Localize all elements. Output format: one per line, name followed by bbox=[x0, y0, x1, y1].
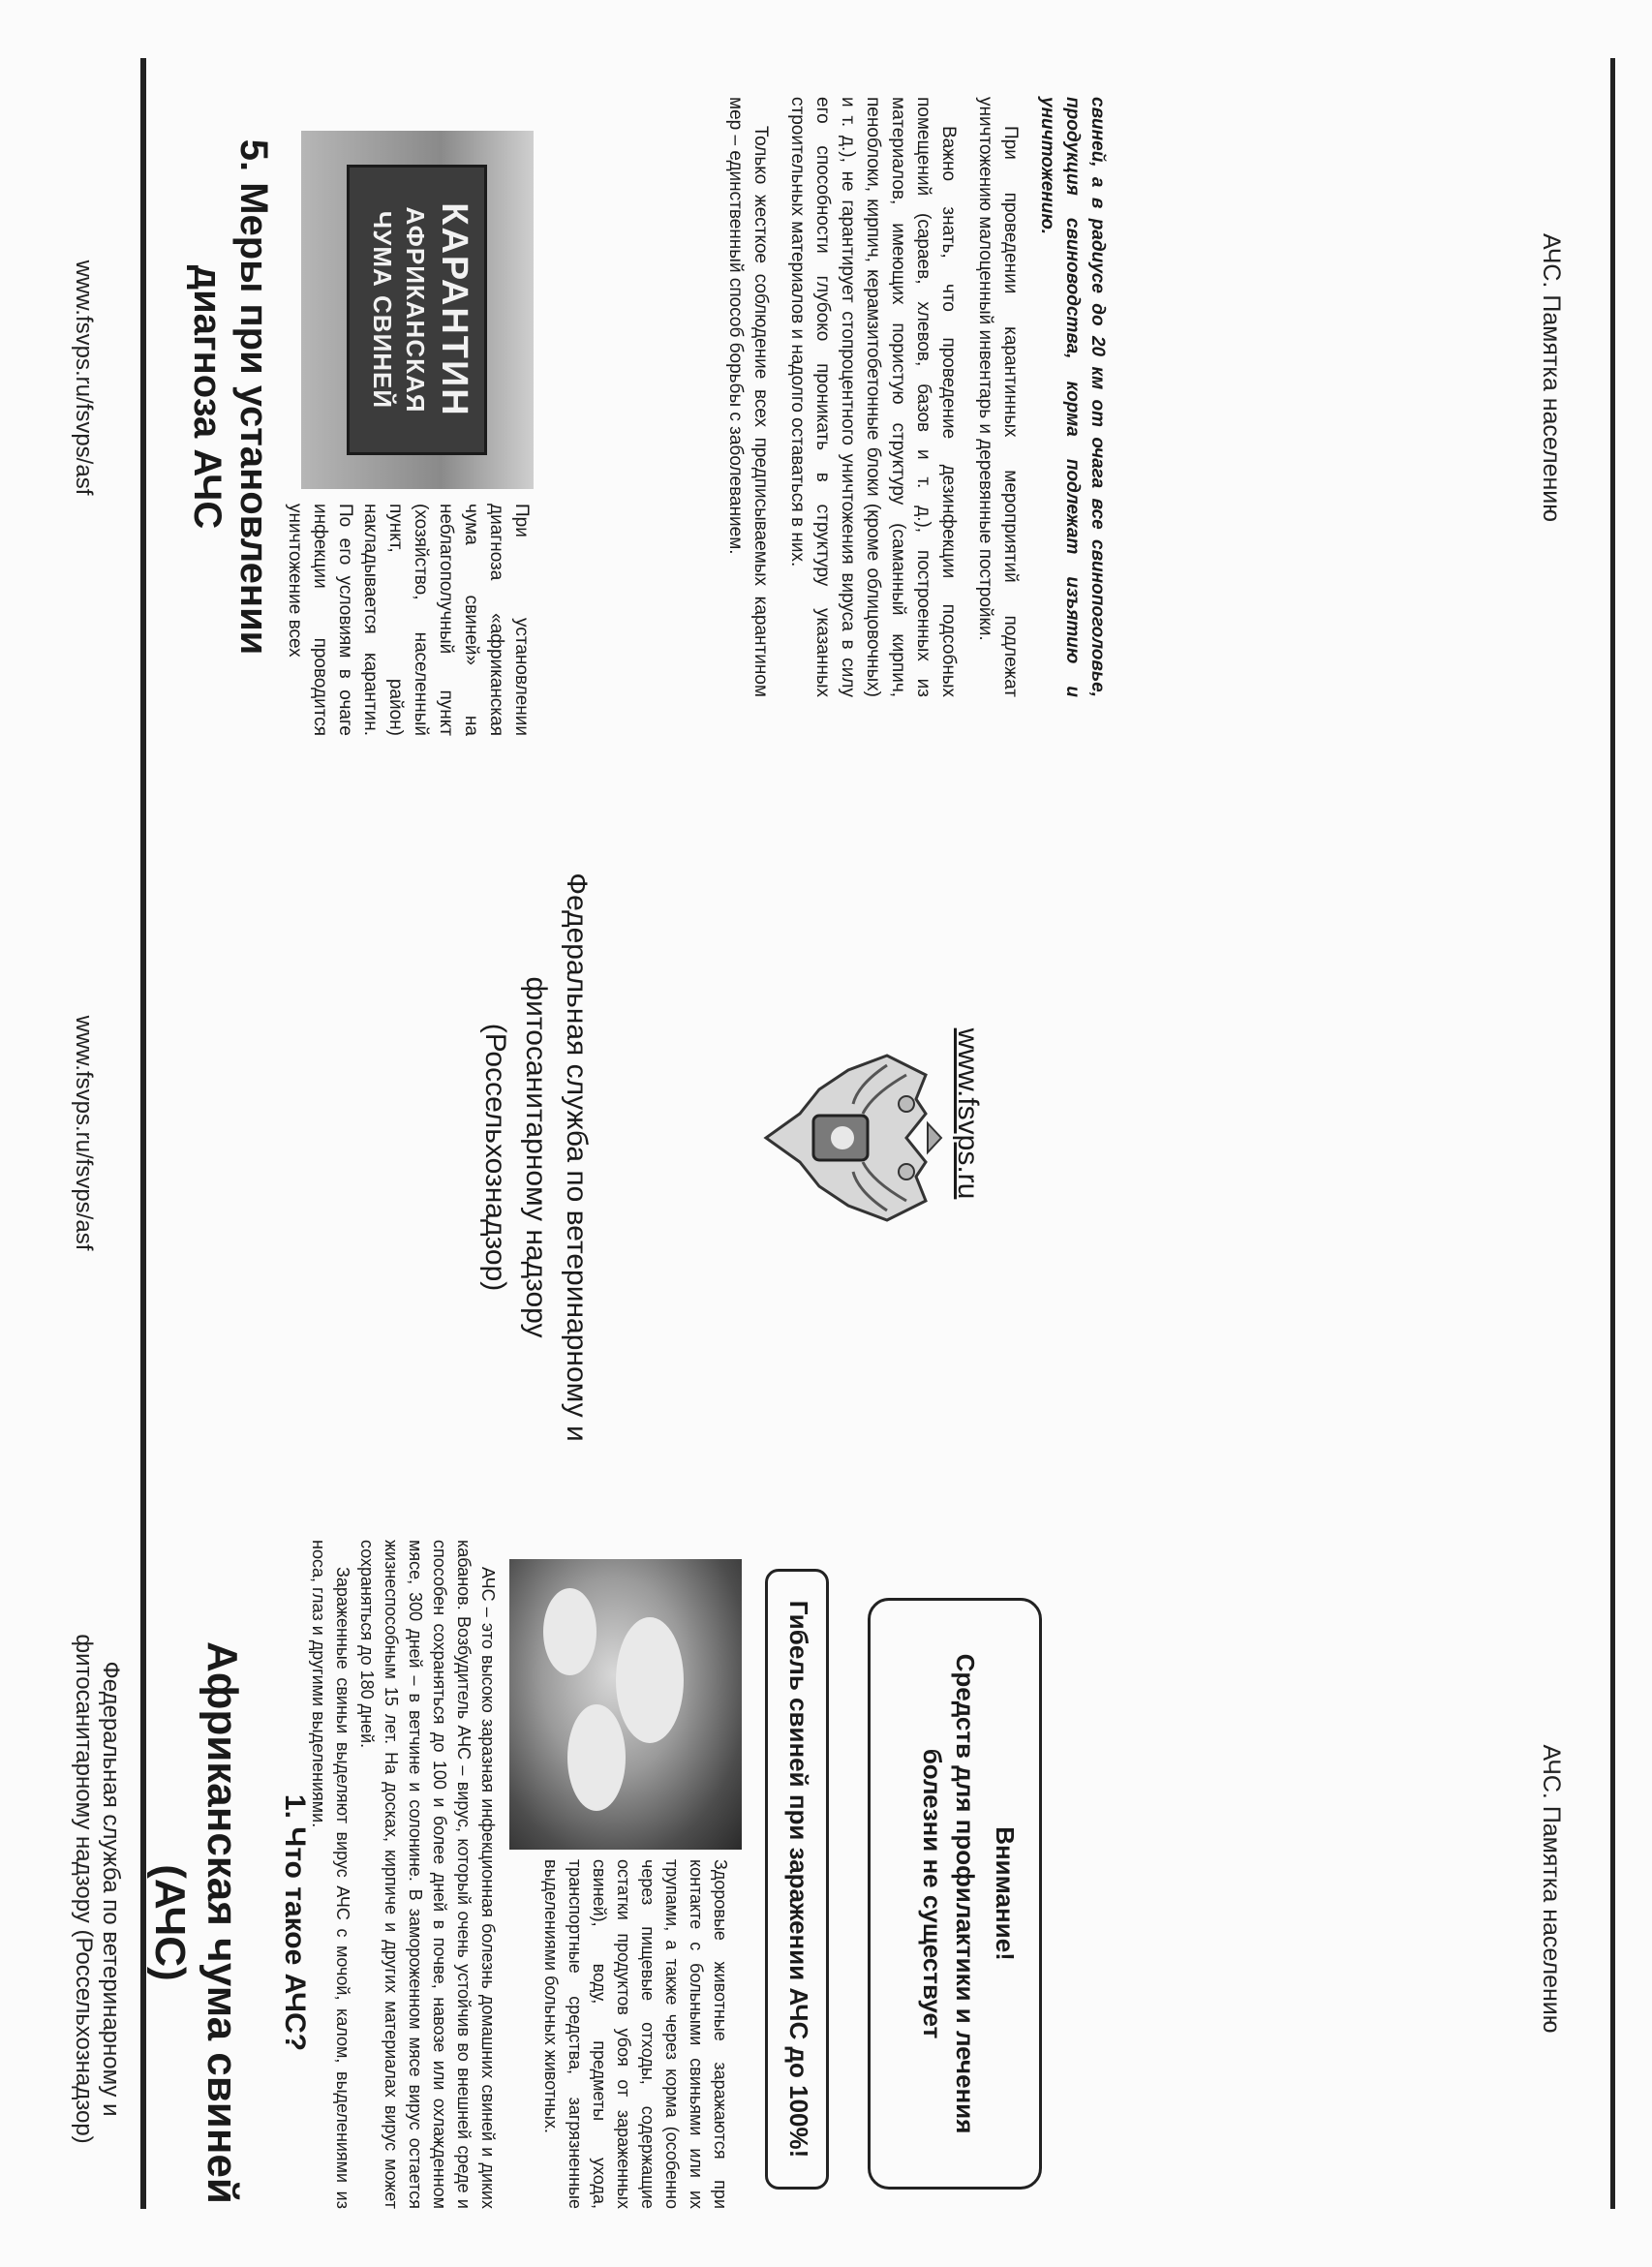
pig-carcass bbox=[543, 1588, 597, 1675]
infected-paragraph: Зараженные свиньи выделяют вирус АЧС с мочой, калом, выделениями из носа, глаз и другими выделениями. bbox=[309, 1540, 352, 2209]
mortality-box: Гибель свиней при заражении АЧС до 100%! bbox=[765, 1569, 829, 2190]
final-paragraph: Только жесткое соблюдение всех предписываемых карантином мер – единственный способ борьбы с заболеванием. bbox=[725, 97, 771, 697]
agency-website-link[interactable]: www.fsvps.ru bbox=[952, 1027, 984, 1200]
panel-agency bbox=[0, 755, 1652, 1511]
sign-line-3: ЧУМА СВИНЕЙ bbox=[368, 210, 397, 410]
sign-line-1: КАРАНТИН bbox=[434, 202, 474, 417]
agency-name: Федеральная служба по ветеринарному и фитосанитарному надзору (Россельхознадзор) bbox=[479, 873, 593, 1442]
pig-carcass bbox=[616, 1617, 684, 1743]
panel-footer: Федеральная служба по ветеринарному и фитосанитарному надзору (Россельхознадзор) bbox=[71, 1634, 124, 2144]
panel-header: АЧС. Памятка населению bbox=[1538, 232, 1565, 522]
panel-footer: www.fsvps.ru/fsvps/asf bbox=[71, 1015, 97, 1251]
sign-line-2: АФРИКАНСКАЯ bbox=[401, 206, 430, 414]
quarantine-intro-text: При установлении диагноза «африканская чума свиней» на неблагополучный пункт (хозяйство, населенный пункт, район) накладывается карантин. По его условиям в очаге инфекции проводится уничтожение всех bbox=[285, 504, 532, 736]
double-headed-eagle-emblem-icon bbox=[751, 1046, 945, 1230]
section-1-title: 1. Что такое АЧС? bbox=[279, 1793, 311, 2052]
panel-header: АЧС. Памятка населению bbox=[1538, 1744, 1565, 2034]
panel-section-5 bbox=[0, 0, 1652, 755]
quarantine-paragraph: При проведении карантинных мероприятий подлежат уничтожению малоценный инвентарь и деревянные постройки. bbox=[975, 97, 1021, 697]
panel-footer: www.fsvps.ru/fsvps/asf bbox=[71, 260, 97, 496]
section-1-intro bbox=[309, 1540, 500, 2209]
disinfection-paragraph: Важно знать, что проведение дезинфекции подсобных помещений (сараев, хлевов, базов и т. д.), построенных из материалов, имеющих пористую структуру (саманный кирпич, пеноблоки, кирпич, керамзитобетонные блоки (кроме облицовочных) и т. д.), не гарантирует стопроцентного уничтожения вируса в силу его способности глубоко проникать в структуру указанных строительных материалов и надолго оставаться в них. bbox=[787, 97, 959, 697]
panel-title bbox=[0, 1511, 1652, 2267]
destruction-emphasis: свиней, а в радиусе до 20 км от очага все свинопоголовье, продукция свиноводства, корма подлежат изъятию и уничтожению. bbox=[1037, 97, 1108, 697]
intro-paragraph: АЧС – это высоко заразная инфекционная болезнь домашних свиней и диких кабанов. Возбудитель АЧС – вирус, который очень устойчив во внешней среде и способен сохраняться до 100 и более дней в почве, навозе или охлажденном мясе, 300 дней – в ветчине и солонине. В замороженном мясе вирус остается жизнеспособным 15 лет. На досках, кирпиче и других материалах вирус может сохраняться до 180 дней. bbox=[357, 1540, 498, 2209]
section-5-title: 5. Меры при установлении диагноза АЧС bbox=[186, 138, 275, 656]
section-5-body bbox=[543, 97, 1110, 697]
quarantine-sign bbox=[347, 165, 487, 455]
pig-carcass bbox=[567, 1704, 626, 1811]
spread-paragraph: Здоровые животные заражаются при контакте с больными свиньями или их трупами, а также через корма (особенно через пищевые отходы, содержащие остатки продуктов убоя от зараженных свиней), воду, предметы ухода, транспортные средства, загрязненные выделениями больных животных. bbox=[541, 1859, 730, 2209]
quarantine-sign-photo bbox=[301, 131, 534, 489]
leaflet-title: Африканская чума свиней (АЧС) bbox=[146, 1641, 246, 2204]
attention-box bbox=[868, 1598, 1042, 2190]
dead-pigs-photo bbox=[509, 1559, 742, 1850]
attention-title: Внимание! bbox=[991, 1826, 1020, 1961]
attention-text: Средств для профилактики и лечения болезни не существует bbox=[918, 1653, 980, 2134]
